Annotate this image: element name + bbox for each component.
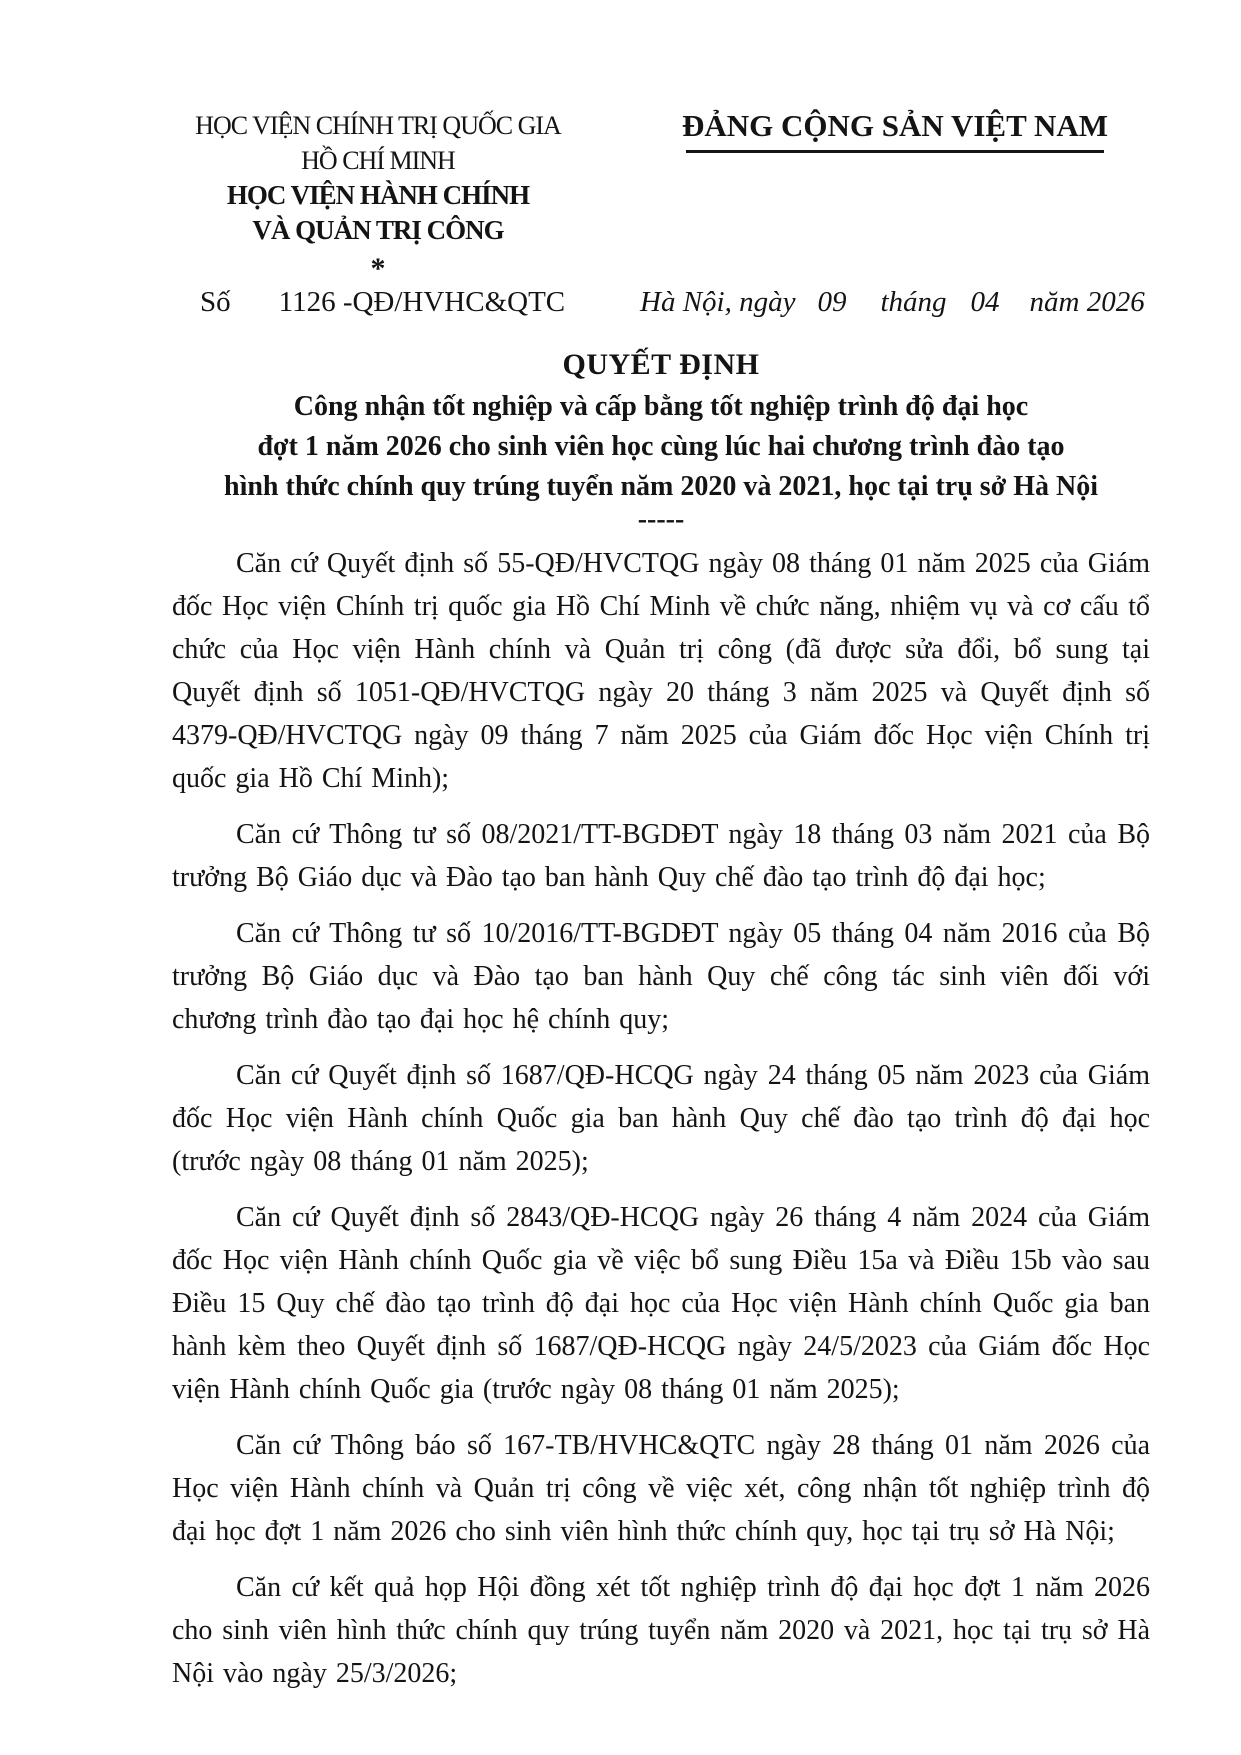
legal-basis-paragraph: Căn cứ Thông tư số 08/2021/TT-BGDĐT ngày 18 tháng 03 năm 2021 của Bộ trưởng Bộ Giáo dục và Đào tạo ban hành Quy chế đào tạo trình độ đại học; [172, 819, 1150, 893]
issuing-org-block [178, 108, 578, 284]
legal-basis-paragraph: Căn cứ Quyết định số 55-QĐ/HVCTQG ngày 08 tháng 01 năm 2025 của Giám đốc Học viện Chính trị quốc gia Hồ Chí Minh về chức năng, nhiệm vụ và cơ cấu tổ chức của Học viện Hành chính và Quản trị công (đã được sửa đổi, bổ sung tại Quyết định số 1051-QĐ/HVCTQG ngày 20 tháng 3 năm 2025 và Quyết định số 4379-QĐ/HVCTQG ngày 09 tháng 7 năm 2025 của Giám đốc Học viện Chính trị quốc gia Hồ Chí Minh); [172, 548, 1150, 794]
document-number-label: Số [200, 286, 231, 318]
place-date-month-label: tháng [880, 286, 947, 318]
org-parent-name-line2: HỒ CHÍ MINH [301, 146, 455, 175]
place-date-month: 04 [970, 286, 1000, 318]
legal-basis-paragraph: Căn cứ Quyết định số 2843/QĐ-HCQG ngày 26 tháng 4 năm 2024 của Giám đốc Học viện Hành chính Quốc gia về việc bổ sung Điều 15a và Điều 15b vào sau Điều 15 Quy chế đào tạo trình độ đại học của Học viện Hành chính Quốc gia ban hành kèm theo Quyết định số 1687/QĐ-HCQG ngày 24/5/2023 của Giám đốc Học viện Hành chính Quốc gia (trước ngày 08 tháng 01 năm 2025); [172, 1202, 1150, 1405]
legal-basis-paragraph: Căn cứ kết quả họp Hội đồng xét tốt nghiệp trình độ đại học đợt 1 năm 2026 cho sinh viên hình thức chính quy trúng tuyển năm 2020 và 2021, học tại trụ sở Hà Nội vào ngày 25/3/2026; [172, 1572, 1150, 1689]
party-name-block [660, 108, 1130, 153]
org-star-separator: * [370, 252, 386, 285]
document-number-value: 1126 -QĐ/HVHC&QTC [278, 286, 566, 318]
title-block [172, 347, 1150, 533]
title-line-2: đợt 1 năm 2026 cho sinh viên học cùng lúc hai chương trình đào tạo [257, 431, 1065, 462]
party-name: ĐẢNG CỘNG SẢN VIỆT NAM [681, 108, 1108, 143]
title-dash-separator: ----- [637, 504, 685, 535]
legal-basis-paragraph: Căn cứ Thông báo số 167-TB/HVHC&QTC ngày 28 tháng 01 năm 2026 của Học viện Hành chính và Quản trị công về việc xét, công nhận tốt nghiệp trình độ đại học đợt 1 năm 2026 cho sinh viên hình thức chính quy, học tại trụ sở Hà Nội; [172, 1430, 1150, 1547]
title-line-3: hình thức chính quy trúng tuyển năm 2020 và 2021, học tại trụ sở Hà Nội [224, 471, 1098, 502]
org-name-line2: VÀ QUẢN TRỊ CÔNG [252, 215, 504, 245]
party-name-underline [686, 150, 1104, 153]
place-date-year: năm 2026 [1029, 286, 1145, 318]
org-parent-name-line1: HỌC VIỆN CHÍNH TRỊ QUỐC GIA [195, 111, 561, 140]
legal-basis-paragraph: Căn cứ Thông tư số 10/2016/TT-BGDĐT ngày 05 tháng 04 năm 2016 của Bộ trưởng Bộ Giáo dục và Đào tạo ban hành Quy chế công tác sinh viên đối với chương trình đào tạo đại học hệ chính quy; [172, 918, 1150, 1035]
place-date-day: 09 [817, 286, 847, 318]
title-line-1: Công nhận tốt nghiệp và cấp bằng tốt nghiệp trình độ đại học [293, 391, 1029, 422]
place-date-line [640, 286, 1145, 319]
document-number-line [200, 286, 565, 319]
document-type-heading: QUYẾT ĐỊNH [562, 348, 760, 381]
document-body [172, 542, 1150, 1708]
org-name-line1: HỌC VIỆN HÀNH CHÍNH [226, 180, 530, 210]
legal-basis-paragraph: Căn cứ Quyết định số 1687/QĐ-HCQG ngày 24 tháng 05 năm 2023 của Giám đốc Học viện Hành chính Quốc gia ban hành Quy chế đào tạo trình độ đại học (trước ngày 08 tháng 01 năm 2025); [172, 1060, 1150, 1177]
place-date-prefix: Hà Nội, ngày [640, 286, 796, 318]
